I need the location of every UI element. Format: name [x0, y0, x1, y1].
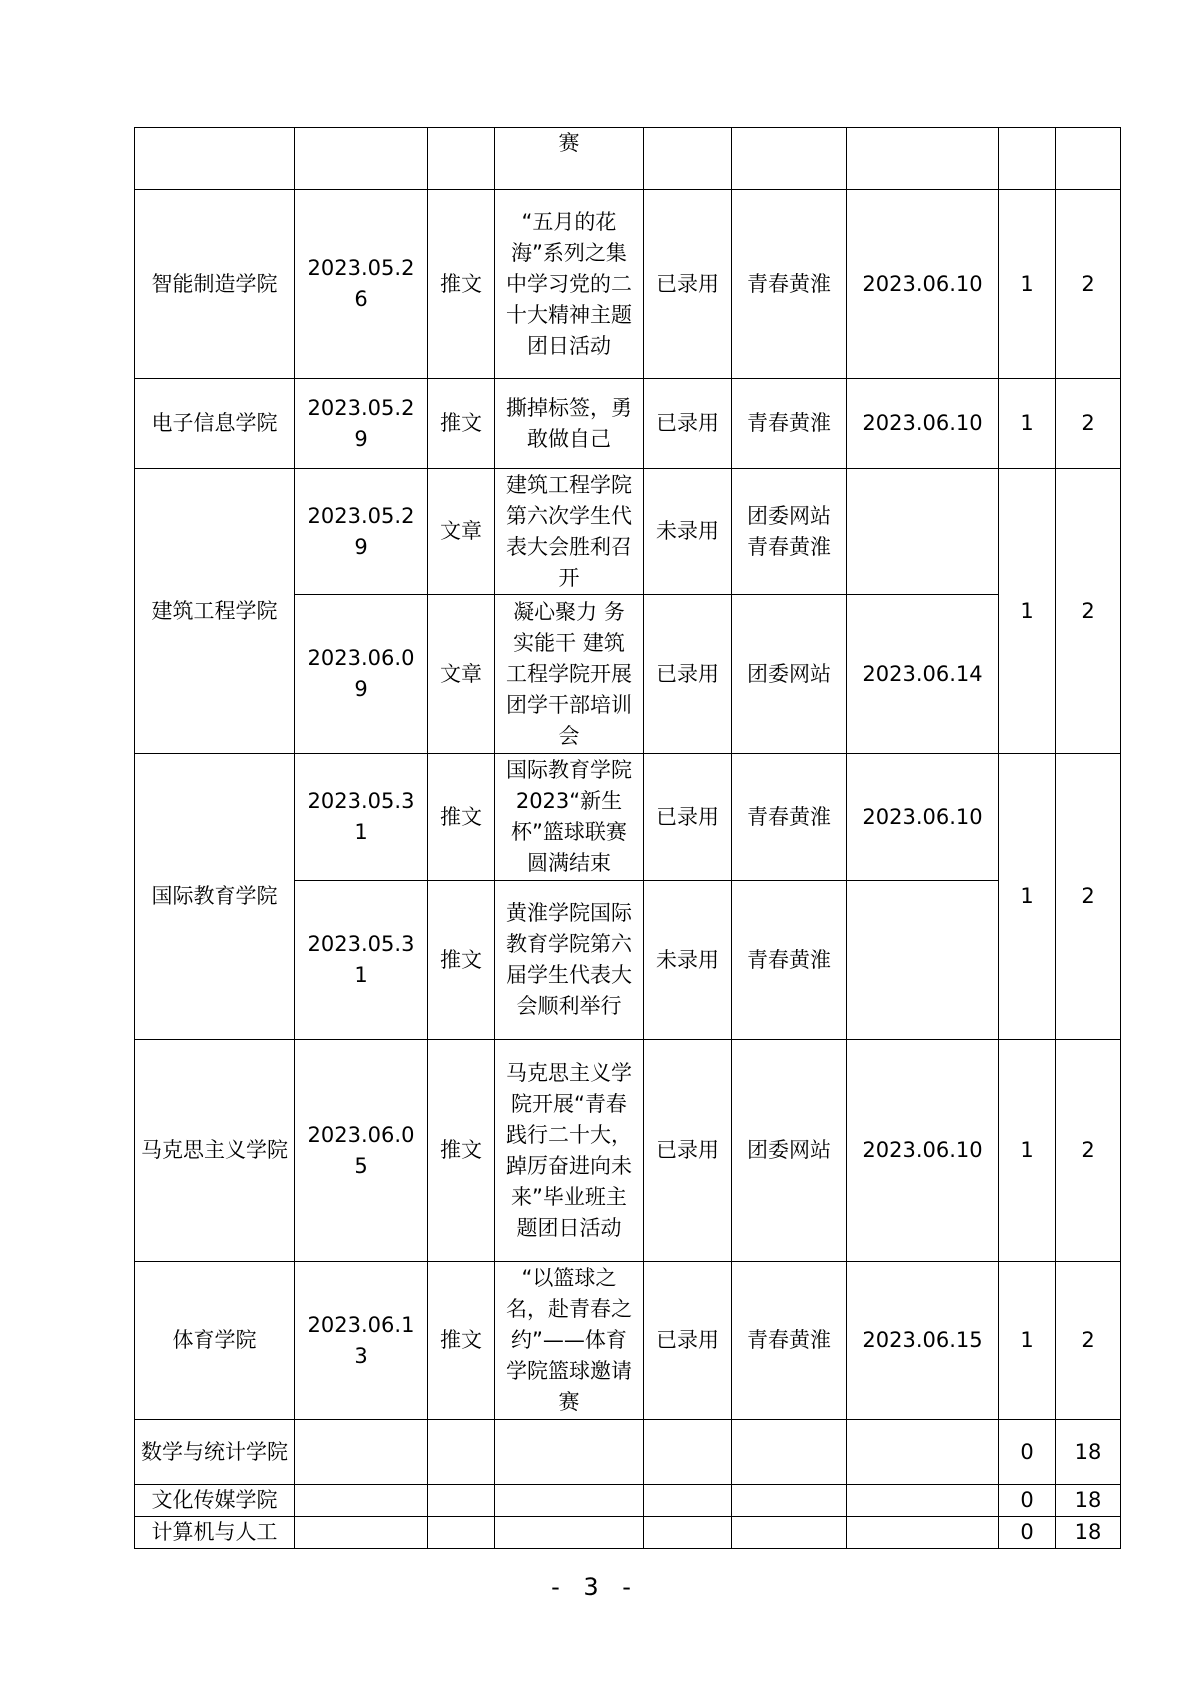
type-cell: 推文 — [428, 1040, 495, 1262]
score-cell — [1056, 128, 1121, 190]
type-cell — [428, 1517, 495, 1549]
title-cell: 马克思主义学院开展“青春践行二十大，踔厉奋进向未来”毕业班主题团日活动 — [495, 1040, 644, 1262]
college-cell: 建筑工程学院 — [135, 469, 295, 754]
table-row — [135, 1420, 1121, 1485]
table-row — [135, 1485, 1121, 1517]
score-cell: 2 — [1056, 1262, 1121, 1420]
college-cell: 马克思主义学院 — [135, 1040, 295, 1262]
title-cell — [495, 1517, 644, 1549]
title-cell — [495, 1485, 644, 1517]
pub-date-cell: 2023.06.15 — [847, 1262, 999, 1420]
platform-cell — [732, 1485, 847, 1517]
count-cell: 1 — [999, 190, 1056, 379]
score-cell: 2 — [1056, 469, 1121, 754]
score-cell: 18 — [1056, 1517, 1121, 1549]
status-cell: 已录用 — [644, 379, 732, 469]
college-cell: 国际教育学院 — [135, 754, 295, 1040]
pub-date-cell — [847, 469, 999, 595]
date-cell — [295, 128, 428, 190]
type-cell — [428, 128, 495, 190]
status-cell: 已录用 — [644, 1040, 732, 1262]
college-cell: 数学与统计学院 — [135, 1420, 295, 1485]
count-cell: 0 — [999, 1420, 1056, 1485]
date-cell: 2023.05.29 — [295, 379, 428, 469]
pub-date-cell — [847, 1517, 999, 1549]
pub-date-cell: 2023.06.10 — [847, 190, 999, 379]
platform-cell: 青春黄淮 — [732, 1262, 847, 1420]
type-cell: 推文 — [428, 754, 495, 881]
date-cell: 2023.05.31 — [295, 881, 428, 1040]
date-cell: 2023.06.13 — [295, 1262, 428, 1420]
platform-cell: 团委网站 — [732, 595, 847, 754]
table-row — [135, 1262, 1121, 1420]
title-cell: 建筑工程学院第六次学生代表大会胜利召开 — [495, 469, 644, 595]
count-cell: 1 — [999, 754, 1056, 1040]
status-cell: 已录用 — [644, 595, 732, 754]
platform-cell: 团委网站 — [732, 1040, 847, 1262]
college-cell: 文化传媒学院 — [135, 1485, 295, 1517]
table-row — [135, 128, 1121, 190]
pub-date-cell — [847, 1420, 999, 1485]
table-row — [135, 190, 1121, 379]
pub-date-cell: 2023.06.10 — [847, 1040, 999, 1262]
count-cell: 1 — [999, 1040, 1056, 1262]
table-row — [135, 1040, 1121, 1262]
title-cell: 国际教育学院2023“新生杯”篮球联赛圆满结束 — [495, 754, 644, 881]
pub-date-cell — [847, 881, 999, 1040]
table-row — [135, 379, 1121, 469]
count-cell: 0 — [999, 1485, 1056, 1517]
page-number: - 3 - — [551, 1573, 639, 1601]
title-cell: 赛 — [495, 128, 644, 190]
date-cell — [295, 1485, 428, 1517]
score-cell: 18 — [1056, 1420, 1121, 1485]
score-cell: 2 — [1056, 379, 1121, 469]
platform-cell — [732, 128, 847, 190]
platform-cell — [732, 1517, 847, 1549]
platform-cell: 青春黄淮 — [732, 379, 847, 469]
type-cell: 推文 — [428, 379, 495, 469]
title-cell: “以篮球之名，赴青春之约”——体育学院篮球邀请赛 — [495, 1262, 644, 1420]
platform-cell: 青春黄淮 — [732, 754, 847, 881]
status-cell: 未录用 — [644, 881, 732, 1040]
title-cell: 撕掉标签，勇敢做自己 — [495, 379, 644, 469]
date-cell: 2023.05.29 — [295, 469, 428, 595]
score-cell: 2 — [1056, 1040, 1121, 1262]
count-cell: 1 — [999, 1262, 1056, 1420]
count-cell — [999, 128, 1056, 190]
date-cell: 2023.06.09 — [295, 595, 428, 754]
college-cell — [135, 128, 295, 190]
pub-date-cell — [847, 1485, 999, 1517]
status-cell — [644, 128, 732, 190]
pub-date-cell: 2023.06.10 — [847, 754, 999, 881]
date-cell — [295, 1420, 428, 1485]
status-cell: 未录用 — [644, 469, 732, 595]
score-cell: 18 — [1056, 1485, 1121, 1517]
type-cell: 文章 — [428, 469, 495, 595]
type-cell — [428, 1420, 495, 1485]
score-cell: 2 — [1056, 190, 1121, 379]
pub-date-cell: 2023.06.10 — [847, 379, 999, 469]
status-cell: 已录用 — [644, 190, 732, 379]
title-cell: 凝心聚力 务实能干 建筑工程学院开展团学干部培训会 — [495, 595, 644, 754]
status-cell — [644, 1517, 732, 1549]
submission-table — [134, 127, 1121, 1549]
table-row — [135, 1517, 1121, 1549]
pub-date-cell — [847, 128, 999, 190]
count-cell: 0 — [999, 1517, 1056, 1549]
count-cell: 1 — [999, 469, 1056, 754]
date-cell: 2023.05.31 — [295, 754, 428, 881]
platform-cell: 青春黄淮 — [732, 881, 847, 1040]
college-cell: 体育学院 — [135, 1262, 295, 1420]
type-cell: 推文 — [428, 1262, 495, 1420]
count-cell: 1 — [999, 379, 1056, 469]
pub-date-cell: 2023.06.14 — [847, 595, 999, 754]
status-cell — [644, 1420, 732, 1485]
date-cell: 2023.06.05 — [295, 1040, 428, 1262]
type-cell: 推文 — [428, 190, 495, 379]
title-cell — [495, 1420, 644, 1485]
college-cell: 计算机与人工 — [135, 1517, 295, 1549]
status-cell — [644, 1485, 732, 1517]
score-cell: 2 — [1056, 754, 1121, 1040]
title-cell: 黄淮学院国际教育学院第六届学生代表大会顺利举行 — [495, 881, 644, 1040]
type-cell — [428, 1485, 495, 1517]
table-row — [135, 754, 1121, 881]
platform-cell: 团委网站 青春黄淮 — [732, 469, 847, 595]
platform-cell: 青春黄淮 — [732, 190, 847, 379]
status-cell: 已录用 — [644, 1262, 732, 1420]
date-cell: 2023.05.26 — [295, 190, 428, 379]
college-cell: 智能制造学院 — [135, 190, 295, 379]
type-cell: 文章 — [428, 595, 495, 754]
platform-cell — [732, 1420, 847, 1485]
title-cell: “五月的花海”系列之集中学习党的二十大精神主题团日活动 — [495, 190, 644, 379]
date-cell — [295, 1517, 428, 1549]
status-cell: 已录用 — [644, 754, 732, 881]
type-cell: 推文 — [428, 881, 495, 1040]
college-cell: 电子信息学院 — [135, 379, 295, 469]
table-row — [135, 469, 1121, 595]
